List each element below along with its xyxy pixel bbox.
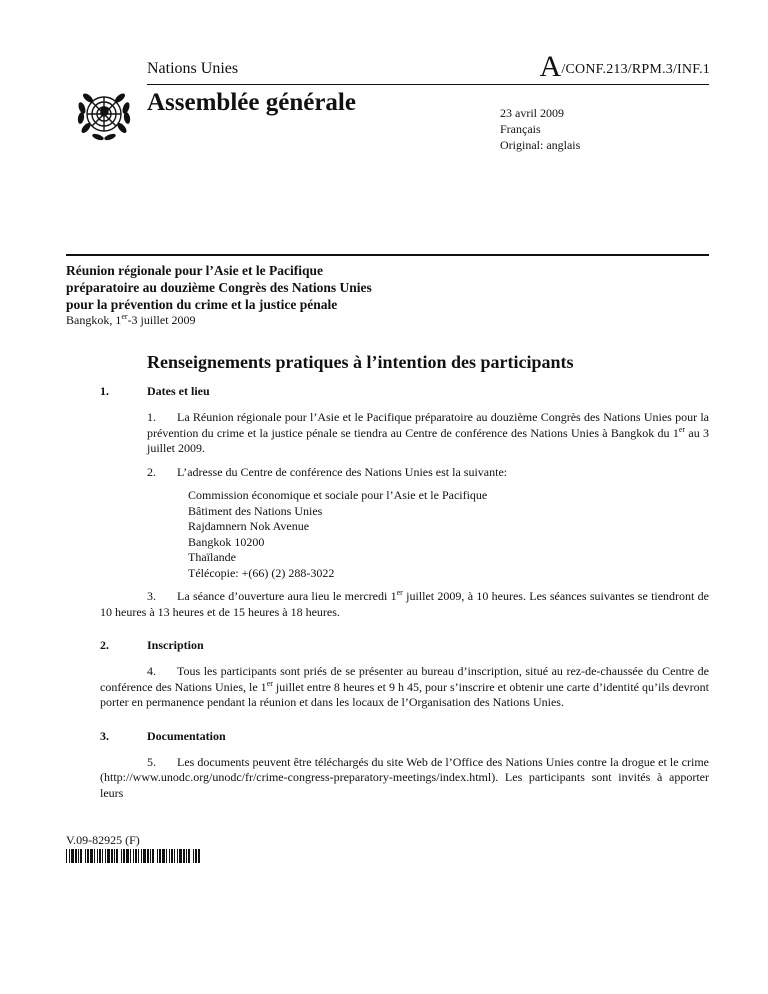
title-rule xyxy=(66,254,709,256)
barcode-icon xyxy=(66,849,200,863)
un-emblem-icon xyxy=(76,86,132,142)
section-title: Inscription xyxy=(147,638,204,652)
paragraph-text: L’adresse du Centre de conférence des Nations Unies est la suivante: xyxy=(177,464,508,479)
meeting-place-suffix: -3 juillet 2009 xyxy=(127,313,196,327)
address-line: Télécopie: +(66) (2) 288-3022 xyxy=(188,565,335,580)
address-line: Rajdamnern Nok Avenue xyxy=(188,519,310,533)
paragraph-text: Tous les participants sont priés de se présenter au bureau d’inscription, situé au rez-de-chaussée du Centre de conférence des Nations Unies, le 1 xyxy=(100,664,709,694)
meeting-title xyxy=(66,262,526,313)
address-line: Commission économique et sociale pour l’Asie et le Pacifique xyxy=(188,488,488,502)
paragraph-number: 2. xyxy=(147,464,156,479)
meeting-place-prefix: Bangkok, 1 xyxy=(66,313,122,327)
paragraph-text: Les documents peuvent être téléchargés du site Web de l’Office des Nations Unies contre la drogue et le crime (http://www.unodc.org/unodc/fr/crime-congress-preparatory-meetings/index.html). Les participants sont invités à apporter leurs xyxy=(100,754,709,800)
document-symbol-rest: /CONF.213/RPM.3/INF.1 xyxy=(561,62,710,77)
organization-name: Nations Unies xyxy=(147,60,239,77)
superscript: er xyxy=(678,424,686,434)
document-original-language: Original: anglais xyxy=(500,138,581,152)
document-symbol xyxy=(540,50,710,84)
meeting-title-line: préparatoire au douzième Congrès des Nations Unies xyxy=(66,280,372,295)
address-line: Bâtiment des Nations Unies xyxy=(188,503,323,518)
paragraph xyxy=(147,410,709,457)
meeting-title-line: Réunion régionale pour l’Asie et le Pacifique xyxy=(66,263,323,278)
meeting-place-sup: er xyxy=(121,312,128,321)
paragraph xyxy=(100,755,709,802)
section-number: 3. xyxy=(100,728,109,743)
document-body xyxy=(100,384,709,809)
address-line: Bangkok 10200 xyxy=(188,534,265,549)
paragraph-number: 1. xyxy=(147,410,156,424)
assembly-title: Assemblée générale xyxy=(147,89,356,116)
address-block xyxy=(188,488,709,581)
document-meta xyxy=(500,105,580,153)
section-heading xyxy=(100,638,709,654)
paragraph xyxy=(147,465,709,481)
section-heading xyxy=(100,384,709,400)
paragraph-text: La Réunion régionale pour l’Asie et le Pacifique préparatoire au douzième Congrès des Nations Unies pour la prévention du crime et la justice pénale se tiendra au Centre de conférence des Nations Unies à Bangkok du 1 xyxy=(147,410,709,440)
paragraph-text: au 3 juillet 2009. xyxy=(147,425,709,455)
paragraph-number: 5. xyxy=(147,754,156,769)
paragraph-number: 3. xyxy=(147,589,156,603)
document-title: Renseignements pratiques à l’intention des participants xyxy=(147,352,574,372)
address-line: Thaïlande xyxy=(188,550,236,564)
section-title: Documentation xyxy=(147,728,226,743)
paragraph-text: juillet entre 8 heures et 9 h 45, pour s’inscrire et obtenir une carte d’identité qu’ils devront porter en permanence pendant la réunion et dans les locaux de l’Organisation des Nations Unies. xyxy=(100,679,709,709)
document-code: V.09-82925 (F) xyxy=(66,833,140,847)
paragraph-number: 4. xyxy=(147,664,156,678)
meeting-place-date xyxy=(66,313,196,328)
header-rule xyxy=(147,84,709,85)
paragraph-text: juillet 2009, à 10 heures. Les séances suivantes se tiendront de 10 heures à 13 heures et de 15 heures à 18 heures. xyxy=(100,589,710,619)
section-heading xyxy=(100,729,709,745)
section-number: 1. xyxy=(100,384,109,398)
paragraph-text: La séance d’ouverture aura lieu le mercredi 1 xyxy=(177,589,397,603)
paragraph xyxy=(100,664,709,711)
superscript: er xyxy=(396,588,403,597)
meeting-title-line: pour la prévention du crime et la justice pénale xyxy=(66,297,338,312)
superscript: er xyxy=(266,678,273,688)
document-date: 23 avril 2009 xyxy=(500,106,564,120)
section-title: Dates et lieu xyxy=(147,384,210,398)
document-symbol-prefix: A xyxy=(539,50,562,83)
section-number: 2. xyxy=(100,638,109,652)
paragraph xyxy=(100,589,709,620)
document-language: Français xyxy=(500,122,541,136)
